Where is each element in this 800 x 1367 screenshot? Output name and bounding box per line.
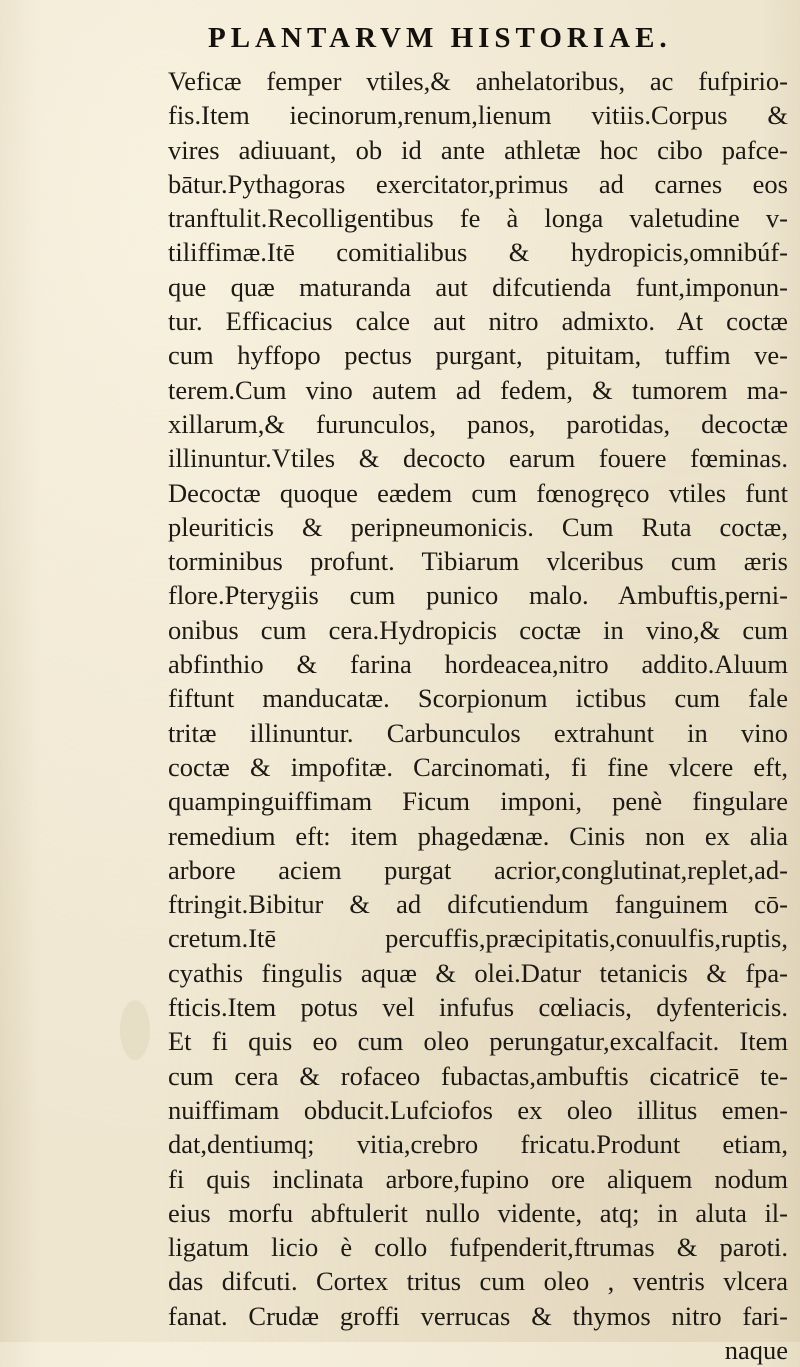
text-line: cum cera & rofaceo fubactas,ambuftis cicatricē te- bbox=[168, 1060, 788, 1091]
text-line: fi quis inclinata arbore,fupino ore aliquem nodum bbox=[168, 1163, 788, 1194]
text-line: vires adiuuant, ob id ante athletæ hoc cibo pafce- bbox=[168, 134, 788, 165]
text-line: remedium eft: item phagedænæ. Cinis non ex alia bbox=[168, 820, 788, 851]
text-line: eius morfu abftulerit nullo vidente, atq; in aluta il- bbox=[168, 1197, 788, 1228]
catchword: naque bbox=[724, 1334, 788, 1365]
text-line: tritæ illinuntur. Carbunculos extrahunt in vino bbox=[168, 717, 788, 748]
text-line: tur. Efficacius calce aut nitro admixto. At coctæ bbox=[168, 306, 788, 337]
text-line: xillarum,& furunculos, panos, parotidas, decoctæ bbox=[168, 408, 788, 439]
text-line: quampinguiffimam Ficum imponi, penè fingulare bbox=[168, 786, 788, 817]
text-line: terem.Cum vino autem ad fedem, & tumorem ma- bbox=[168, 374, 788, 405]
text-line: abfinthio & farina hordeacea,nitro addito.Aluum bbox=[168, 649, 788, 680]
text-line: cum hyffopo pectus purgant, pituitam, tuffim ve- bbox=[168, 340, 788, 371]
text-line: cyathis fingulis aquæ & olei.Datur tetanicis & fpa- bbox=[168, 957, 788, 988]
text-line: dat,dentiumq; vitia,crebro fricatu.Produnt etiam, bbox=[168, 1129, 788, 1160]
text-line: bātur.Pythagoras exercitator,primus ad carnes eos bbox=[168, 168, 788, 199]
text-line: pleuriticis & peripneumonicis. Cum Ruta coctæ, bbox=[168, 511, 788, 542]
text-line: onibus cum cera.Hydropicis coctæ in vino,& cum bbox=[168, 614, 788, 645]
text-line: tiliffimæ.Itē comitialibus & hydropicis,omnibúf- bbox=[168, 237, 788, 268]
text-line: cretum.Itē percuffis,præcipitatis,conuulfis,ruptis, bbox=[168, 923, 788, 954]
text-line: que quæ maturanda aut difcutienda funt,imponun- bbox=[168, 271, 788, 302]
text-line: ftringit.Bibitur & ad difcutiendum fanguinem cō- bbox=[168, 889, 788, 920]
text-line: Veficæ femper vtiles,& anhelatoribus, ac fufpirio- bbox=[168, 66, 788, 96]
text-line: nuiffimam obducit.Lufciofos ex oleo illitus emen- bbox=[168, 1094, 788, 1125]
text-line: tranftulit.Recolligentibus fe à longa valetudine v- bbox=[168, 203, 788, 234]
text-line: das difcuti. Cortex tritus cum oleo , ventris vlcera bbox=[168, 1266, 788, 1297]
text-line: fiftunt manducatæ. Scorpionum ictibus cum fale bbox=[168, 683, 788, 714]
text-line: coctæ & impofitæ. Carcinomati, fi fine vlcere eft, bbox=[168, 751, 788, 782]
text-line: torminibus profunt. Tibiarum vlceribus cum æris bbox=[168, 546, 788, 577]
text-line: fticis.Item potus vel infufus cœliacis, dyfentericis. bbox=[168, 992, 788, 1023]
body-text bbox=[168, 64, 788, 1367]
text-line: illinuntur.Vtiles & decocto earum fouere fœminas. bbox=[168, 443, 788, 474]
text-line: flore.Pterygiis cum punico malo. Ambuftis,perni- bbox=[168, 580, 788, 611]
text-line: fanat. Crudæ groffi verrucas & thymos nitro fari- bbox=[168, 1300, 788, 1331]
paper-stain bbox=[120, 1000, 150, 1060]
text-line: Decoctæ quoque eædem cum fœnogręco vtiles funt bbox=[168, 477, 788, 508]
text-line: Et fi quis eo cum oleo perungatur,excalfacit. Item bbox=[168, 1026, 788, 1057]
running-title: PLANTARVM HISTORIAE. bbox=[208, 22, 672, 54]
text-line: arbore aciem purgat acrior,conglutinat,replet,ad- bbox=[168, 854, 788, 885]
text-line: fis.Item iecinorum,renum,lienum vitiis.Corpus & bbox=[168, 100, 788, 131]
text-line: ligatum licio è collo fufpenderit,ftrumas & paroti. bbox=[168, 1232, 788, 1263]
